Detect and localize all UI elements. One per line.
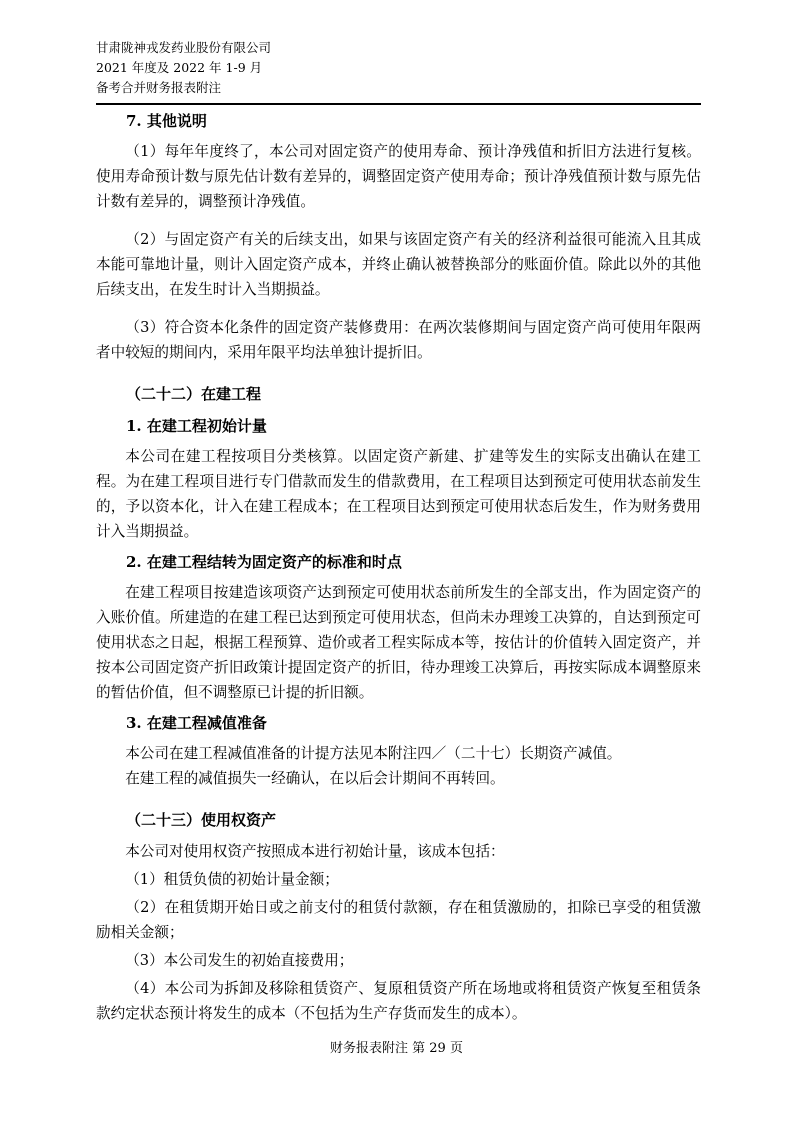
heading-construction-in-progress: （二十二）在建工程	[126, 385, 262, 403]
report-header	[96, 38, 701, 105]
para-rou-item-3: （3）本公司发生的初始直接费用；	[125, 952, 354, 969]
heading-cip-transfer-standard: 2. 在建工程结转为固定资产的标准和时点	[126, 553, 402, 571]
para-renovation-costs: （3）符合资本化条件的固定资产装修费用：在两次装修期间与固定资产尚可使用年限两者中较短的期间内，采用年限平均法单独计提折旧。	[96, 319, 701, 361]
heading-cip-impairment: 3. 在建工程减值准备	[126, 714, 267, 732]
report-title: 备考合并财务报表附注	[96, 80, 222, 95]
document-body	[96, 103, 701, 1029]
para-rou-item-4: （4）本公司为拆卸及移除租赁资产、复原租赁资产所在场地或将租赁资产恢复至租赁条款约定状态预计将发生的成本（不包括为生产存货而发生的成本）。	[96, 980, 701, 1022]
para-cip-impairment-method: 本公司在建工程减值准备的计提方法见本附注四／（二十七）长期资产减值。	[125, 745, 622, 762]
company-name: 甘肃陇神戎发药业股份有限公司	[96, 40, 272, 55]
para-cip-initial-measurement: 本公司在建工程按项目分类核算。以固定资产新建、扩建等发生的实际支出确认在建工程。为在建工程项目进行专门借款而发生的借款费用，在工程项目达到预定可使用状态前发生的，予以资本化，计入在建工程成本；在工程项目达到预定可使用状态后发生，作为财务费用计入当期损益。	[96, 448, 701, 540]
para-subsequent-expenditure: （2）与固定资产有关的后续支出，如果与该固定资产有关的经济利益很可能流入且其成本能可靠地计量，则计入固定资产成本，并终止确认被替换部分的账面价值。除此以外的其他后续支出，在发生时计入当期损益。	[96, 231, 701, 298]
heading-cip-initial-measurement: 1. 在建工程初始计量	[126, 417, 267, 435]
report-period: 2021 年度及 2022 年 1-9 月	[96, 60, 263, 75]
page-footer: 财务报表附注 第 29 页	[330, 1041, 463, 1056]
para-rou-initial-measurement: 本公司对使用权资产按照成本进行初始计量，该成本包括：	[125, 843, 505, 860]
para-rou-item-1: （1）租赁负债的初始计量金额；	[125, 871, 339, 888]
para-cip-transfer-standard: 在建工程项目按建造该项资产达到预定可使用状态前所发生的全部支出，作为固定资产的入账价值。所建造的在建工程已达到预定可使用状态，但尚未办理竣工决算的，自达到预定可使用状态之日起，根据工程预算、造价或者工程实际成本等，按估计的价值转入固定资产，并按本公司固定资产折旧政策计提固定资产的折旧，待办理竣工决算后，再按实际成本调整原来的暂估价值，但不调整原已计提的折旧额。	[96, 584, 701, 701]
para-depreciation-review: （1）每年年度终了，本公司对固定资产的使用寿命、预计净残值和折旧方法进行复核。使用寿命预计数与原先估计数有差异的，调整固定资产使用寿命；预计净残值预计数与原先估计数有差异的，调整预计净残值。	[96, 143, 701, 210]
para-cip-impairment-no-reversal: 在建工程的减值损失一经确认，在以后会计期间不再转回。	[125, 770, 505, 787]
heading-right-of-use-assets: （二十三）使用权资产	[126, 811, 277, 829]
heading-other-notes: 7. 其他说明	[126, 112, 207, 130]
para-rou-item-2: （2）在租赁期开始日或之前支付的租赁付款额，存在租赁激励的，扣除已享受的租赁激励相关金额；	[96, 899, 701, 941]
